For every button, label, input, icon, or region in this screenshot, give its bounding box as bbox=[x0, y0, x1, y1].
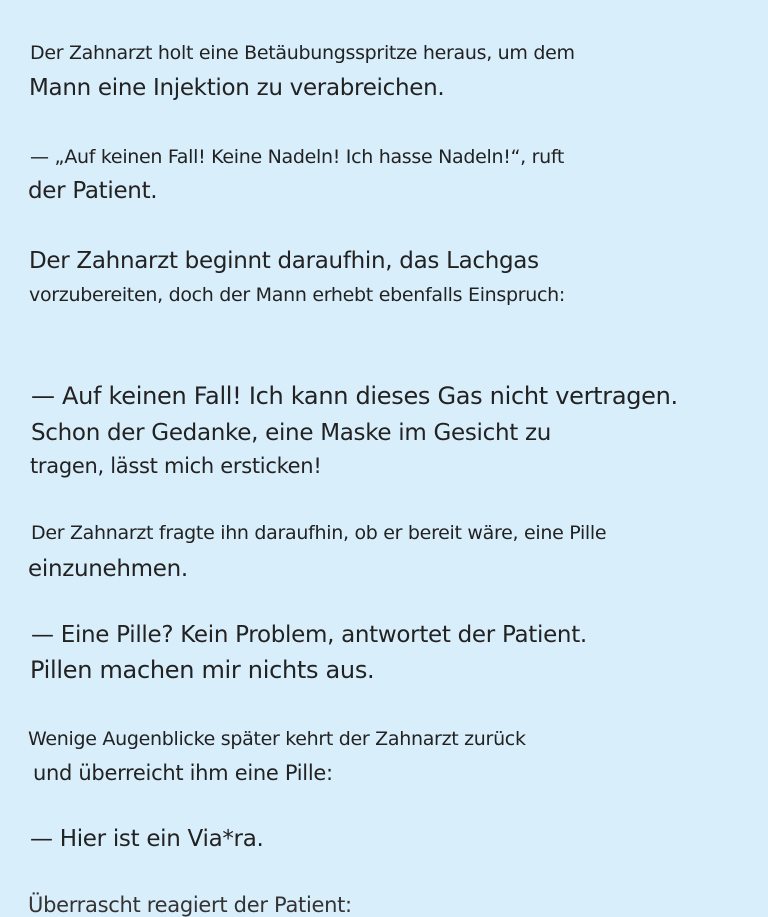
story-line: tragen, lässt mich ersticken! bbox=[30, 454, 322, 478]
story-line: Pillen machen mir nichts aus. bbox=[30, 656, 375, 684]
story-line: Schon der Gedanke, eine Maske im Gesicht zu bbox=[31, 420, 552, 446]
story-line: Der Zahnarzt fragte ihn daraufhin, ob er bereit wäre, eine Pille bbox=[31, 522, 607, 544]
story-line: Wenige Augenblicke später kehrt der Zahnarzt zurück bbox=[28, 728, 526, 750]
story-line: Der Zahnarzt holt eine Betäubungsspritze heraus, um dem bbox=[30, 42, 575, 64]
story-line: — Auf keinen Fall! Ich kann dieses Gas nicht vertragen. bbox=[31, 382, 678, 410]
story-line: Mann eine Injektion zu verabreichen. bbox=[29, 75, 445, 101]
story-line: Der Zahnarzt beginnt daraufhin, das Lachgas bbox=[29, 248, 539, 274]
story-line: und überreicht ihm eine Pille: bbox=[33, 761, 333, 785]
story-line: vorzubereiten, doch der Mann erhebt ebenfalls Einspruch: bbox=[29, 284, 566, 306]
story-line: — Hier ist ein Via*ra. bbox=[30, 826, 264, 852]
story-line: einzunehmen. bbox=[28, 556, 188, 582]
story-line: Überrascht reagiert der Patient: bbox=[28, 893, 352, 917]
story-line: der Patient. bbox=[28, 178, 158, 204]
story-line: — Eine Pille? Kein Problem, antwortet der Patient. bbox=[31, 622, 587, 648]
story-line: — „Auf keinen Fall! Keine Nadeln! Ich hasse Nadeln!“, ruft bbox=[30, 146, 565, 168]
